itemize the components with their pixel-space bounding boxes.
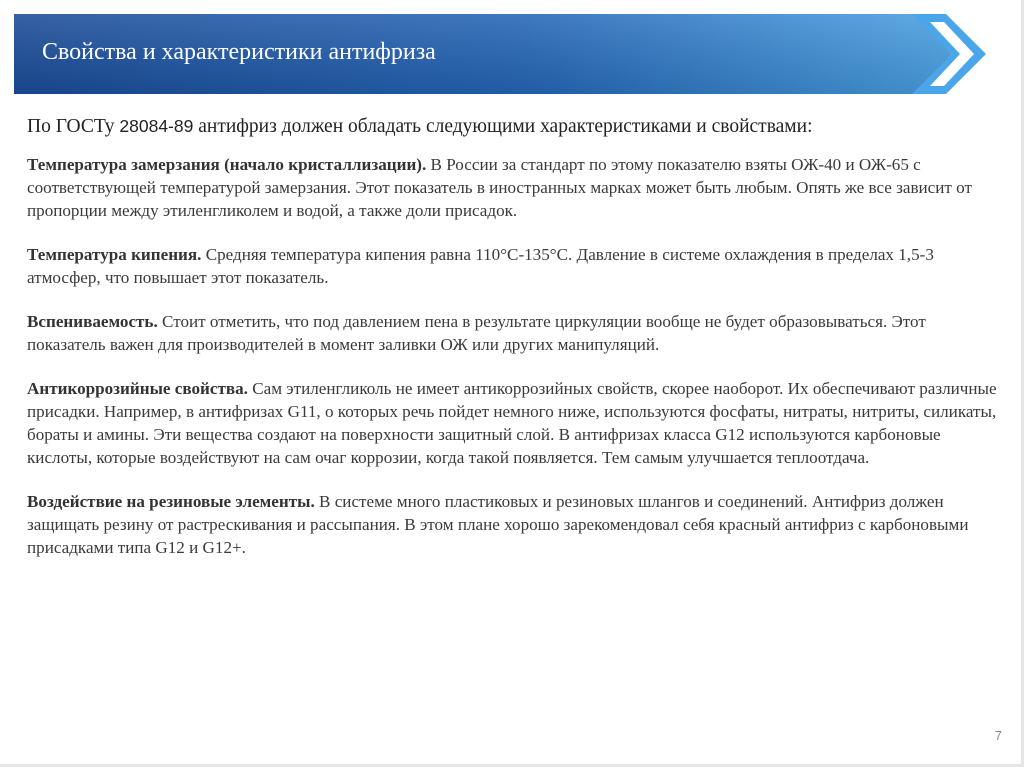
property-term: Воздействие на резиновые элементы. xyxy=(27,492,315,511)
property-term: Температура кипения. xyxy=(27,245,202,264)
property-text: В России за стандарт по этому показателю взяты ОЖ-40 и ОЖ-65 с соответствующей температурой замерзания. Этот показатель в иностранных марках может быть любым. Опять же все зависит от пропорции между этиленгликолем и водой, а также доли присадок. xyxy=(27,155,972,220)
property-term: Антикоррозийные свойства. xyxy=(27,379,248,398)
intro-after: антифриз должен обладать следующими характеристиками и свойствами: xyxy=(193,116,813,137)
property-freezing xyxy=(27,153,1002,222)
intro-before: По ГОСТу xyxy=(27,116,120,137)
intro-text xyxy=(27,113,987,140)
property-rubber xyxy=(27,490,1002,559)
slide-title: Свойства и характеристики антифриза xyxy=(42,39,436,65)
property-text: Сам этиленгликоль не имеет антикоррозийных свойств, скорее наоборот. Их обеспечивают различные присадки. Например, в антифризах G11, о которых речь пойдет немного ниже, используются фосфаты, нитраты, нитриты, силикаты, бораты и амины. Эти вещества создают на поверхности защитный слой. В антифризах класса G12 используются карбоновые кислоты, которые воздействуют на сам очаг коррозии, когда такой появляется. Тем самым улучшается теплоотдача. xyxy=(27,379,997,467)
property-foaming xyxy=(27,310,1002,356)
properties-list xyxy=(27,153,1002,580)
gost-number: 28084-89 xyxy=(119,116,194,136)
page-number: 7 xyxy=(994,728,1002,743)
property-text: В системе много пластиковых и резиновых шлангов и соединений. Антифриз должен защищать резину от растрескивания и рассыпания. В этом плане хорошо зарекомендовал себя красный антифриз с карбоновыми присадками типа G12 и G12+. xyxy=(27,492,969,557)
property-anticorrosion xyxy=(27,377,1002,469)
property-term: Вспениваемость. xyxy=(27,312,158,331)
property-text: Стоит отметить, что под давлением пена в результате циркуляции вообще не будет образовываться. Этот показатель важен для производителей в момент заливки ОЖ или других манипуляций. xyxy=(27,312,926,354)
property-text: Средняя температура кипения равна 110°С-135°С. Давление в системе охлаждения в пределах 1,5-3 атмосфер, что повышает этот показатель. xyxy=(27,245,934,287)
property-boiling xyxy=(27,243,1002,289)
property-term: Температура замерзания (начало кристаллизации). xyxy=(27,155,427,174)
